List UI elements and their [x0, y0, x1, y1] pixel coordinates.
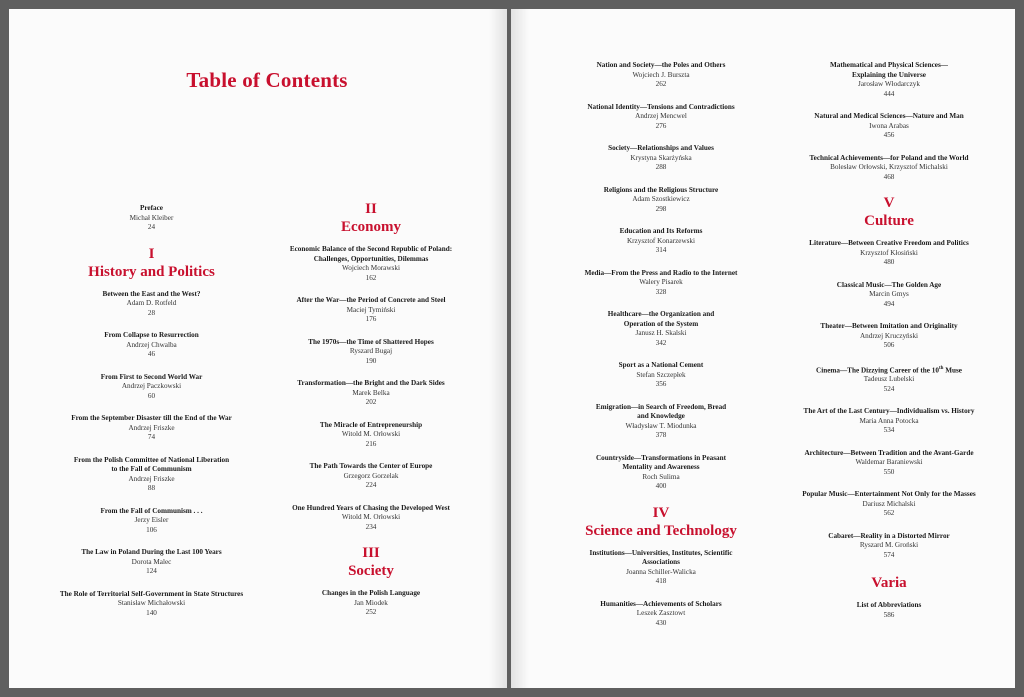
section-heading-5	[783, 195, 995, 230]
section-number: V	[883, 195, 895, 211]
entry-title: Education and Its Reforms	[619, 227, 703, 235]
toc-entry	[556, 549, 766, 587]
entry-page: 202	[365, 398, 377, 406]
entry-title: Institutions—Universities, Institutes, Scientific Associations	[589, 548, 733, 566]
entry-author: Ryszard Bugaj	[349, 347, 393, 355]
entry-author: Stefan Szczepłek	[636, 370, 686, 379]
entry-author: Iwona Arabas	[869, 121, 909, 130]
section-name: Varia	[871, 575, 907, 592]
toc-entry	[556, 227, 766, 256]
entry-author: Andrzej Friszke	[128, 423, 175, 432]
entry-page: 534	[883, 426, 895, 435]
toc-entry-preface	[49, 204, 254, 233]
entry-author: Adam Szostkiewicz	[632, 195, 690, 203]
toc-entry	[783, 281, 995, 310]
entry-page: 430	[655, 618, 667, 627]
toc-entry	[49, 590, 254, 619]
entry-title: Preface	[139, 204, 163, 212]
entry-title: Changes in the Polish Language	[321, 589, 421, 597]
left-page	[9, 9, 507, 688]
toc-entry	[783, 112, 995, 141]
entry-page: 356	[655, 380, 667, 388]
section-name: History and Politics	[88, 263, 215, 280]
entry-author: Maria Anna Potocka	[859, 416, 919, 425]
entry-page: 506	[883, 341, 895, 349]
toc-entry	[271, 462, 471, 491]
entry-author: Michał Kleiber	[129, 213, 174, 222]
entry-title: The Law in Poland During the Last 100 Years	[81, 548, 222, 556]
toc-entry	[556, 186, 766, 215]
entry-title: Popular Music—Entertainment Not Only for the Masses	[802, 490, 976, 499]
entry-author: Andrzej Friszke	[128, 474, 175, 483]
section-number: III	[362, 545, 380, 561]
page-title: Table of Contents	[186, 68, 348, 92]
toc-entry	[783, 239, 995, 268]
toc-entry	[271, 504, 471, 533]
entry-title: Nation and Society—the Poles and Others	[596, 61, 726, 69]
entry-page: 252	[365, 608, 377, 616]
entry-page: 456	[883, 131, 895, 139]
toc-column-3	[556, 61, 766, 641]
entry-author: Ryszard M. Groński	[859, 541, 919, 550]
entry-author: Andrzej Kruczyński	[859, 331, 919, 340]
toc-entry	[556, 361, 766, 390]
entry-title: Transformation—the Bright and the Dark Sides	[297, 379, 445, 387]
entry-author: Waldemar Baraniewski	[855, 458, 923, 467]
entry-title: From Collapse to Resurrection	[104, 331, 199, 339]
entry-page: 140	[146, 608, 157, 617]
entry-author: Wojciech Morawski	[342, 264, 400, 272]
toc-entry	[556, 310, 766, 348]
entry-page: 60	[147, 391, 156, 400]
toc-entry	[556, 600, 766, 629]
entry-title: National Identity—Tensions and Contradictions	[587, 102, 735, 111]
entry-title: Technical Achievements—for Poland and the World	[809, 153, 969, 162]
entry-page: 28	[147, 308, 156, 317]
entry-title: Media—From the Press and Radio to the Internet	[584, 268, 738, 277]
entry-page: 162	[365, 273, 377, 282]
toc-entry	[49, 331, 254, 360]
toc-entry	[556, 454, 766, 492]
toc-entry	[556, 103, 766, 132]
entry-title: Mathematical and Physical Sciences—Explaining the Universe	[830, 61, 948, 79]
entry-title: Theater—Between Imitation and Originality	[820, 322, 958, 330]
entry-author: Maciej Tymiński	[346, 305, 396, 314]
entry-author: Jarosław Włodarczyk	[858, 80, 920, 88]
entry-page: 176	[365, 315, 377, 323]
entry-title-main: Cinema—The Dizzying Career of the 10	[816, 365, 939, 374]
gutter-shadow	[511, 9, 529, 688]
entry-author: Stanisław Michałowski	[117, 599, 186, 607]
toc-entry	[556, 144, 766, 173]
toc-entry	[271, 296, 471, 325]
entry-page: 46	[147, 350, 156, 358]
entry-title	[783, 364, 995, 376]
entry-page: 468	[883, 172, 895, 181]
entry-title: The Path Towards the Center of Europe	[309, 462, 433, 470]
entry-title: Healthcare—the Organization and Operation of the System	[607, 310, 715, 328]
toc-entry	[49, 507, 254, 536]
entry-page: 234	[365, 522, 377, 531]
toc-entry	[49, 456, 254, 494]
entry-title: From the September Disaster till the End of the War	[71, 414, 232, 422]
section-number: IV	[652, 504, 670, 521]
toc-entry	[271, 589, 471, 618]
toc-entry	[49, 373, 254, 402]
toc-entry	[49, 414, 254, 443]
entry-author: Janusz H. Skalski	[635, 329, 687, 337]
section-number: II	[365, 201, 377, 217]
toc-column-4	[783, 61, 995, 633]
entry-author: Andrzej Chwalba	[126, 340, 177, 349]
entry-page: 494	[883, 299, 895, 308]
entry-page: 216	[365, 439, 377, 448]
entry-page: 298	[655, 204, 667, 213]
entry-author: Witold M. Orłowski	[341, 430, 401, 438]
entry-title: Countryside—Transformations in Peasant Mentality and Awareness	[595, 453, 727, 471]
entry-page: 550	[883, 467, 895, 476]
right-page	[511, 9, 1015, 688]
entry-page: 574	[883, 550, 895, 559]
entry-author: Marcin Gmys	[869, 290, 909, 298]
entry-page: 418	[655, 577, 667, 585]
entry-title: Between the East and the West?	[102, 289, 201, 298]
entry-page: 342	[655, 338, 667, 347]
entry-title: List of Abbreviations	[856, 601, 922, 610]
entry-author: Dorota Malec	[131, 557, 172, 566]
entry-page: 262	[655, 80, 667, 88]
entry-author: Wojciech J. Burszta	[632, 70, 690, 79]
toc-entry	[783, 449, 995, 478]
entry-title: Architecture—Between Tradition and the Avant-Garde	[804, 448, 974, 457]
entry-page: 74	[147, 433, 156, 441]
entry-page: 190	[365, 356, 377, 365]
entry-author: Władysław T. Miodunka	[625, 421, 697, 430]
entry-title-end: Muse	[943, 365, 962, 374]
section-heading-1	[49, 246, 254, 281]
toc-entry	[556, 403, 766, 441]
entry-page: 400	[655, 482, 667, 490]
toc-entry	[556, 269, 766, 298]
gutter-shadow	[489, 9, 507, 688]
entry-author: Jerzy Eisler	[134, 516, 169, 524]
entry-page: 480	[883, 258, 895, 266]
entry-title: Humanities—Achievements of Scholars	[600, 599, 722, 608]
entry-title: The Art of the Last Century—Individualism vs. History	[803, 407, 975, 416]
section-number: I	[148, 245, 155, 262]
toc-entry	[49, 548, 254, 577]
entry-title: The Miracle of Entrepreneurship	[319, 420, 423, 429]
toc-entry	[783, 154, 995, 183]
entry-title: Classical Music—The Golden Age	[836, 280, 942, 289]
toc-entry	[271, 338, 471, 367]
entry-page: 328	[655, 287, 667, 296]
entry-author: Dariusz Michalski	[862, 499, 916, 508]
toc-column-2	[271, 195, 471, 631]
entry-page: 524	[883, 384, 895, 393]
entry-title: Religions and the Religious Structure	[603, 185, 719, 194]
entry-title: From the Polish Committee of National Liberation to the Fall of Communism	[73, 455, 230, 473]
entry-author: Krzysztof Kłosiński	[860, 248, 918, 257]
toc-entry	[271, 245, 471, 283]
toc-entry	[49, 290, 254, 319]
entry-title-sup: th	[938, 365, 944, 371]
entry-page: 314	[655, 246, 667, 254]
section-name: Culture	[864, 213, 914, 229]
entry-author: Roch Sulima	[642, 472, 680, 481]
toc-entry	[271, 379, 471, 408]
entry-author: Jan Miodek	[354, 598, 388, 607]
entry-title: Economic Balance of the Second Republic of Poland: Challenges, Opportunities, Dilemmas	[289, 245, 453, 263]
section-heading-2	[271, 201, 471, 236]
entry-title: From First to Second World War	[100, 372, 203, 381]
section-name: Economy	[341, 219, 401, 235]
entry-author: Bolesław Orłowski, Krzysztof Michalski	[830, 163, 948, 171]
entry-title: One Hundred Years of Chasing the Developed West	[292, 503, 450, 512]
entry-title: Society—Relationships and Values	[608, 144, 714, 152]
entry-author: Andrzej Mencwel	[635, 112, 687, 120]
entry-author: Krystyna Skarżyńska	[630, 153, 692, 162]
entry-page: 224	[365, 481, 377, 489]
toc-entry	[271, 421, 471, 450]
section-name: Society	[348, 563, 394, 579]
entry-title: From the Fall of Communism . . .	[100, 506, 203, 515]
entry-author: Joanna Schiller-Walicka	[626, 567, 696, 576]
section-heading-3	[271, 545, 471, 580]
entry-page: 276	[655, 121, 667, 130]
toc-entry	[783, 61, 995, 99]
entry-title: After the War—the Period of Concrete and Steel	[296, 296, 446, 304]
toc-entry	[783, 601, 995, 620]
entry-page: 24	[147, 223, 156, 231]
toc-entry	[783, 322, 995, 351]
toc-entry	[783, 407, 995, 436]
entry-author: Marek Belka	[352, 388, 390, 397]
entry-author: Leszek Zasztowt	[636, 609, 686, 617]
entry-title: Cabaret—Reality in a Distorted Mirror	[828, 531, 950, 540]
entry-page: 444	[883, 89, 895, 98]
toc-entry	[556, 61, 766, 90]
entry-page: 88	[147, 484, 156, 492]
section-heading-4	[556, 505, 766, 540]
entry-title: The 1970s—the Time of Shattered Hopes	[308, 337, 434, 346]
entry-title: Natural and Medical Sciences—Nature and Man	[814, 112, 964, 120]
entry-page: 586	[883, 610, 895, 619]
entry-author: Krzysztof Konarzewski	[626, 236, 696, 245]
entry-author: Witold M. Orłowski	[341, 513, 401, 521]
section-name: Science and Technology	[585, 522, 737, 539]
entry-title: Literature—Between Creative Freedom and Politics	[809, 239, 969, 247]
entry-title: Sport as a National Cement	[618, 361, 704, 369]
entry-page: 288	[655, 163, 667, 171]
entry-page: 378	[655, 431, 667, 439]
toc-column-1	[49, 204, 254, 631]
toc-entry	[783, 532, 995, 561]
entry-page: 562	[883, 509, 895, 518]
toc-entry	[783, 364, 995, 395]
section-heading-varia	[783, 574, 995, 592]
entry-author: Tadeusz Lubelski	[863, 375, 915, 384]
entry-page: 124	[146, 567, 157, 575]
entry-author: Andrzej Paczkowski	[121, 382, 182, 390]
toc-entry	[783, 490, 995, 519]
entry-page: 106	[146, 525, 157, 534]
entry-title: The Role of Territorial Self-Government in State Structures	[59, 589, 244, 598]
entry-author: Grzegorz Gorzelak	[343, 471, 399, 480]
entry-author: Adam D. Rotfeld	[126, 299, 177, 307]
entry-author: Walery Pisarek	[639, 278, 683, 286]
entry-title: Emigration—in Search of Freedom, Bread and Knowledge	[595, 402, 727, 420]
